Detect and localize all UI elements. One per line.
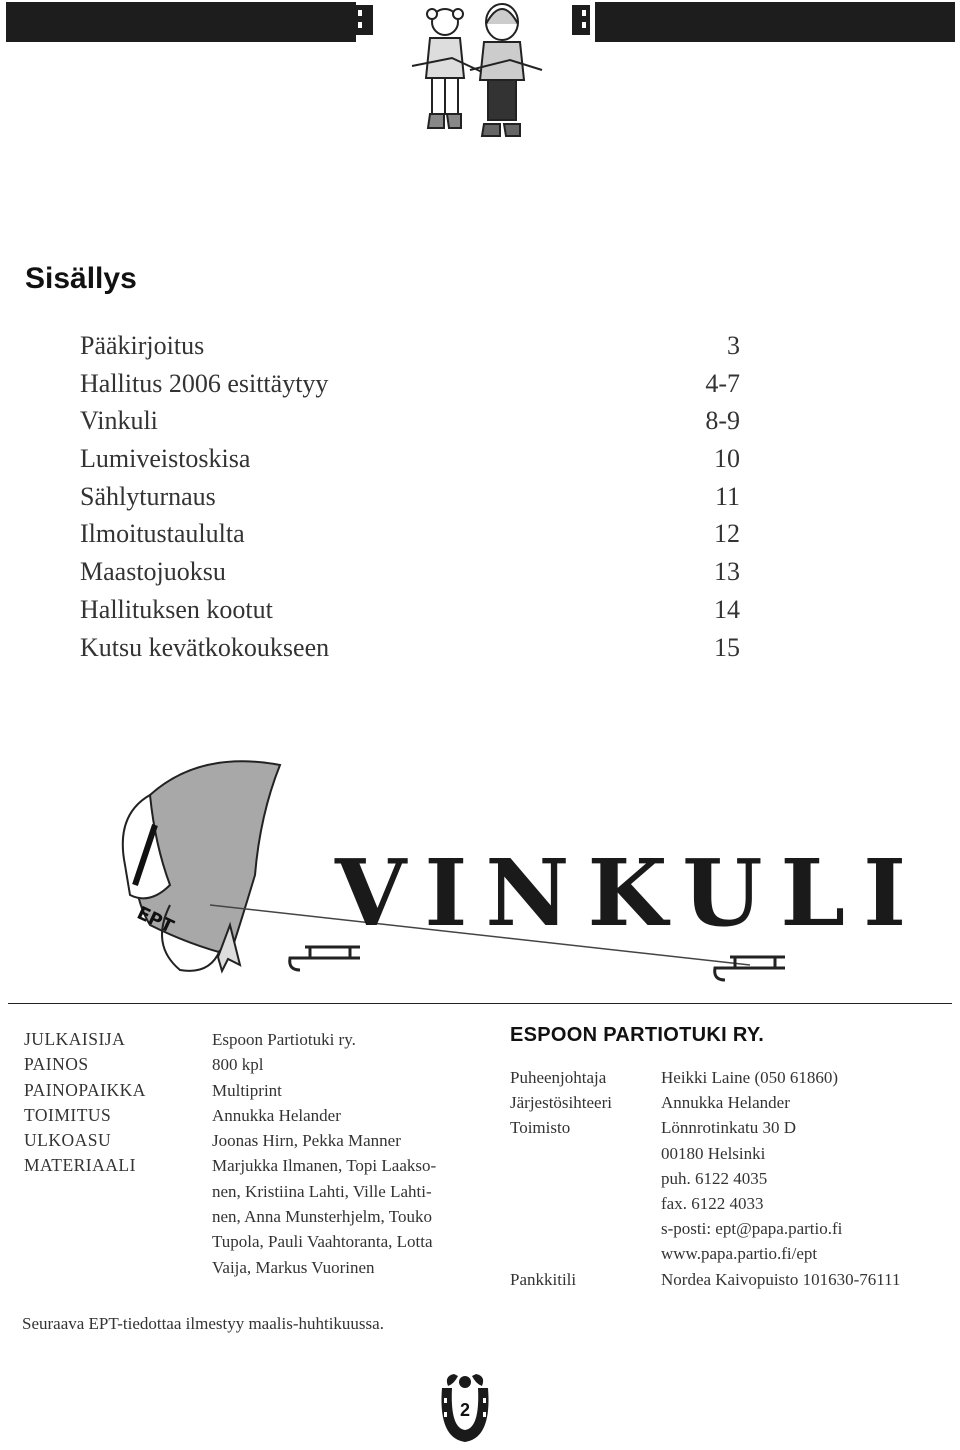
credits-labels — [24, 1027, 146, 1179]
toc-item-title: Hallitus 2006 esittäytyy — [80, 368, 329, 398]
page-number: 2 — [459, 1400, 470, 1420]
toc-item-page: 11 — [714, 481, 740, 511]
toc-item-page: 12 — [714, 519, 740, 549]
toc-row — [80, 515, 740, 553]
office-address — [661, 1115, 842, 1266]
toc-item-page: 15 — [714, 632, 740, 662]
page-number-badge — [432, 1368, 498, 1446]
toc-item-title: Lumiveistoskisa — [80, 444, 251, 474]
org-row-chair — [510, 1065, 955, 1090]
credits-values — [212, 1027, 482, 1280]
chair-value: Heikki Laine (050 61860) — [661, 1068, 839, 1087]
office-line: 00180 Helsinki — [661, 1143, 766, 1163]
layout-value: Joonas Hirn, Pekka Manner — [212, 1131, 401, 1151]
toc-item-page: 10 — [714, 444, 740, 474]
toc-item-title: Sählyturnaus — [80, 481, 216, 511]
toc-row — [80, 591, 740, 629]
table-of-contents — [80, 327, 740, 666]
email-line: s-posti: ept@papa.partio.fi — [661, 1219, 843, 1239]
material-line: Marjukka Ilmanen, Topi Laakso- — [212, 1156, 437, 1176]
toc-item-page: 13 — [714, 557, 740, 587]
next-issue-note: Seuraava EPT-tiedottaa ilmestyy maalis-huhtikuussa. — [22, 1314, 384, 1333]
toc-item-page: 8-9 — [705, 406, 740, 436]
material-line: Tupola, Pauli Vaahtoranta, Lotta — [212, 1232, 433, 1252]
label-material: MATERIAALI — [24, 1155, 136, 1176]
secretary-value: Annukka Helander — [661, 1093, 790, 1113]
office-line: puh. 6122 4035 — [661, 1168, 768, 1188]
toc-item-title: Maastojuoksu — [80, 557, 226, 587]
organization-contacts — [510, 1065, 955, 1292]
toc-row — [80, 365, 740, 403]
editor-value: Annukka Helander — [212, 1105, 341, 1125]
org-row-secretary — [510, 1090, 955, 1115]
label-layout: ULKOASU — [24, 1130, 112, 1151]
vinkuli-logo-illustration — [110, 755, 925, 995]
ept-badge-text: EPT — [133, 902, 177, 938]
office-label: Toimisto — [510, 1118, 571, 1138]
material-line: nen, Anna Munsterhjelm, Touko — [212, 1207, 432, 1227]
section-divider — [8, 1003, 952, 1004]
toc-row — [80, 327, 740, 365]
toc-row — [80, 402, 740, 440]
toc-item-page: 14 — [714, 594, 740, 624]
toc-row — [80, 553, 740, 591]
header-bar-left — [6, 2, 356, 42]
scout-mascots-illustration — [350, 0, 600, 150]
material-line: Vaija, Markus Vuorinen — [212, 1257, 375, 1277]
label-printer: PAINOPAIKKA — [24, 1079, 146, 1100]
toc-item-title: Vinkuli — [80, 406, 158, 436]
toc-row — [80, 629, 740, 667]
office-line: fax. 6122 4033 — [661, 1194, 764, 1214]
material-line: nen, Kristiina Lahti, Ville Lahti- — [212, 1181, 432, 1201]
label-print-run: PAINOS — [24, 1054, 89, 1075]
toc-title: Sisällys — [25, 262, 137, 295]
website-line: www.papa.partio.fi/ept — [661, 1244, 818, 1264]
org-row-office — [510, 1115, 955, 1266]
org-row-bank — [510, 1267, 955, 1292]
print-run-value: 800 kpl — [212, 1055, 264, 1075]
label-editor: TOIMITUS — [24, 1104, 112, 1125]
bank-label: Pankkitili — [510, 1269, 577, 1289]
toc-item-title: Ilmoitustaululta — [80, 519, 245, 549]
toc-row — [80, 440, 740, 478]
secretary-label: Järjestösihteeri — [510, 1093, 612, 1113]
vinkuli-wordmark: VINKULI — [335, 839, 925, 947]
organization-title: ESPOON PARTIOTUKI RY. — [510, 1024, 765, 1046]
publisher-value: Espoon Partiotuki ry. — [212, 1030, 356, 1049]
printer-value: Multiprint — [212, 1080, 282, 1100]
toc-item-title: Kutsu kevätkokoukseen — [80, 632, 330, 662]
toc-item-title: Pääkirjoitus — [80, 331, 205, 360]
label-publisher: JULKAISIJA — [24, 1029, 126, 1049]
office-line: Lönnrotinkatu 30 D — [661, 1118, 797, 1138]
toc-item-title: Hallituksen kootut — [80, 594, 273, 624]
header-bar-right — [595, 2, 955, 42]
toc-item-page: 3 — [727, 331, 740, 360]
chair-label: Puheenjohtaja — [510, 1068, 607, 1087]
bank-value: Nordea Kaivopuisto 101630-76111 — [661, 1269, 901, 1289]
toc-item-page: 4-7 — [705, 368, 740, 398]
toc-row — [80, 478, 740, 516]
